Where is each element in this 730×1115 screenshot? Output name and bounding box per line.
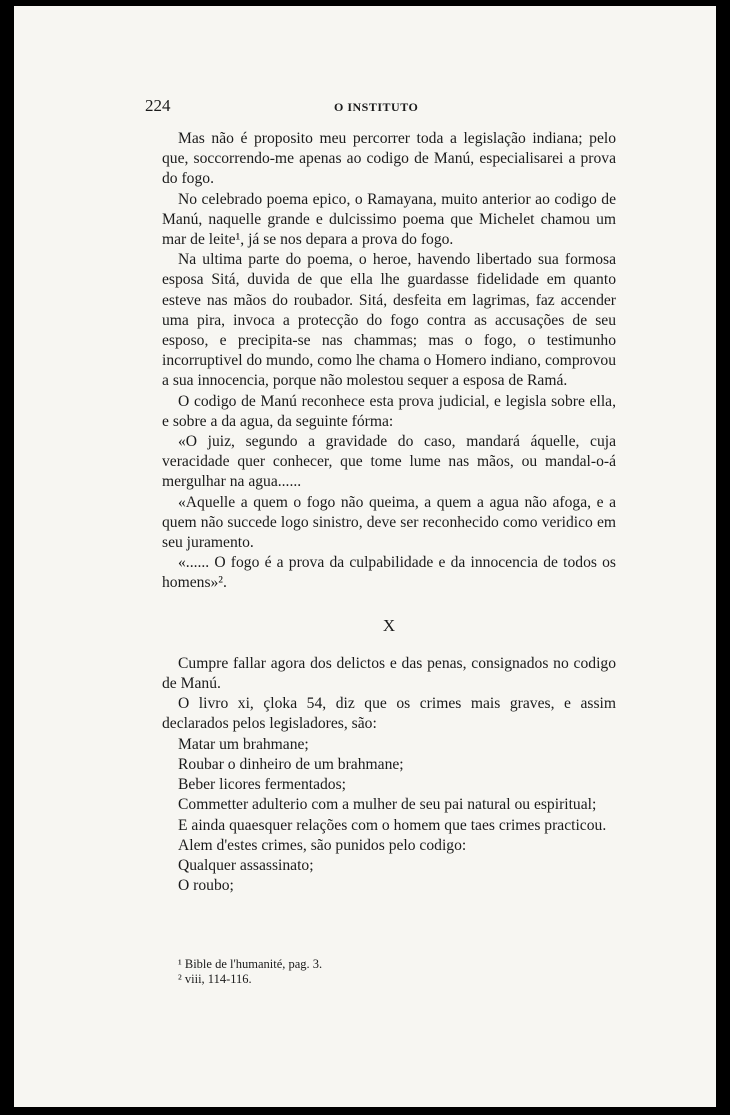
list-item: Roubar o dinheiro de um brahmane;: [178, 755, 404, 773]
paragraph: Mas não é proposito meu percorrer toda a legislação indiana; pelo que, soccorrendo-me apenas ao codigo de Manú, especialisarei a prova do fogo.: [162, 130, 616, 188]
list-item: Beber licores fermentados;: [178, 776, 346, 794]
paragraph: Na ultima parte do poema, o heroe, havendo libertado sua formosa esposa Sitá, duvida de que ella lhe guardasse fidelidade em quanto esteve nas mãos do roubador. Sitá, desfeita em lagrimas, faz accender uma pira, invoca a protecção do fogo contra as accusações de seu esposo, e precipita-se nas chammas; mas o fogo, o testimunho incorruptivel do mundo, como lhe chama o Homero indiano, comprovou a sua innocencia, porque não molestou sequer a esposa de Ramá.: [162, 251, 616, 390]
footnotes: [162, 957, 322, 987]
list-item: Commetter adulterio com a mulher de seu pai natural ou espiritual;: [178, 796, 597, 814]
main-text: [162, 129, 616, 896]
list-item: Matar um brahmane;: [178, 735, 309, 753]
paragraph: Cumpre fallar agora dos delictos e das penas, consignados no codigo de Manú.: [162, 654, 616, 693]
section-title: X: [382, 615, 396, 635]
page-number: 224: [145, 96, 171, 115]
book-page: [14, 6, 716, 1107]
running-title: O INSTITUTO: [334, 100, 419, 114]
page-header: [14, 94, 716, 118]
list-item: Alem d'estes crimes, são punidos pelo codigo:: [178, 836, 467, 854]
paragraph: O codigo de Manú reconhece esta prova judicial, e legisla sobre ella, e sobre a da agua, da seguinte fórma:: [162, 392, 616, 430]
footnote: ¹ Bible de l'humanité, pag. 3.: [178, 957, 323, 971]
list-item: O roubo;: [178, 877, 234, 895]
paragraph: O livro xi, çloka 54, diz que os crimes mais graves, e assim declarados pelos legisladores, são:: [162, 695, 616, 733]
list-item: Qualquer assassinato;: [178, 856, 314, 874]
paragraph: «Aquelle a quem o fogo não queima, a quem a agua não afoga, e a quem não succede logo sinistro, deve ser reconhecido como veridico em seu juramento.: [162, 493, 616, 552]
footnote: ² viii, 114-116.: [178, 972, 252, 986]
paragraph: E ainda quaesquer relações com o homem que taes crimes practicou.: [178, 816, 607, 834]
paragraph: No celebrado poema epico, o Ramayana, muito anterior ao codigo de Manú, naquelle grande e dulcissimo poema que Michelet chamou um mar de leite¹, já se nos depara a prova do fogo.: [162, 190, 616, 249]
paragraph: «O juiz, segundo a gravidade do caso, mandará áquelle, cuja veracidade quer conhecer, que tome lume nas mãos, ou mandal-o-á mergulhar na agua......: [162, 433, 616, 491]
paragraph: «...... O fogo é a prova da culpabilidade e da innocencia de todos os homens»².: [162, 554, 616, 592]
